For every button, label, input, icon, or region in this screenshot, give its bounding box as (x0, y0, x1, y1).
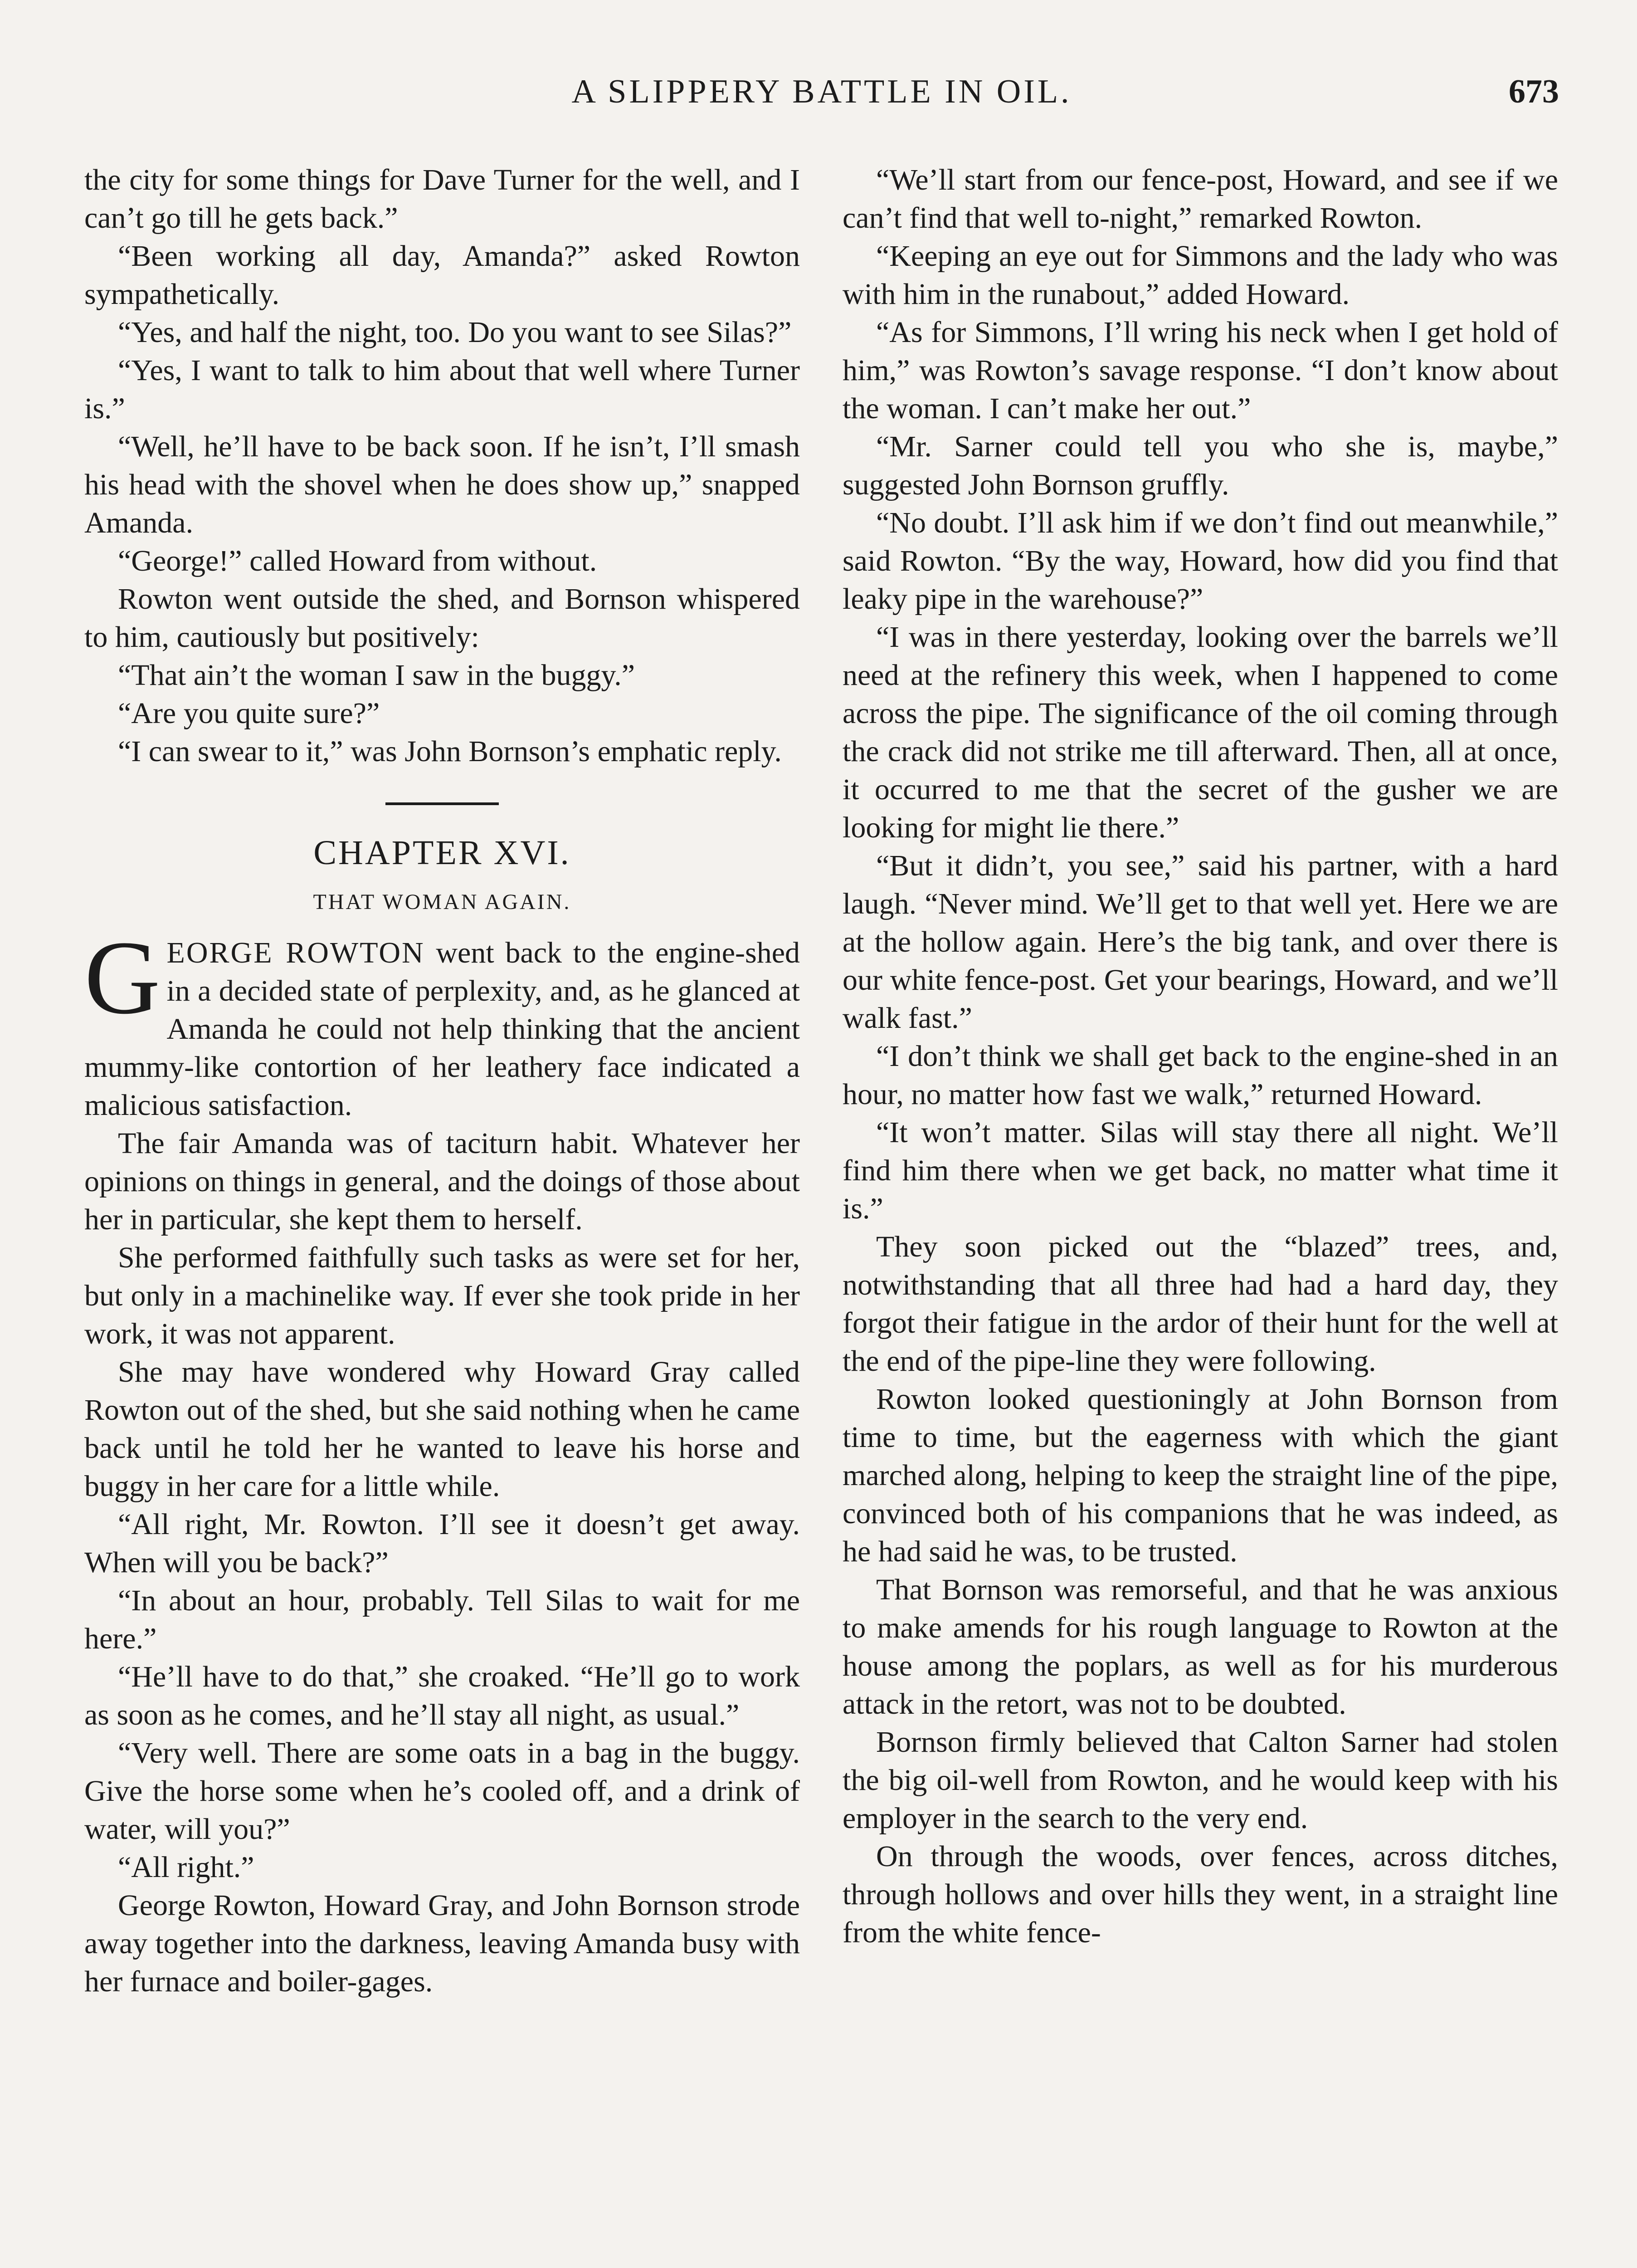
paragraph: “I can swear to it,” was John Bornson’s emphatic reply. (118, 735, 782, 768)
paragraph: the city for some things for Dave Turner for the well, and I can’t go till he gets back.” (84, 163, 800, 235)
paragraph: The fair Amanda was of taciturn habit. Whatever her opinions on things in general, and the doings of those about her in particular, she kept them to herself. (84, 1127, 800, 1236)
lead-words: EORGE ROWTON (166, 936, 425, 969)
page-number: 673 (1509, 73, 1559, 110)
paragraph: “Well, he’ll have to be back soon. If he isn’t, I’ll smash his head with the shovel when he does show up,” snapped Amanda. (84, 430, 800, 539)
paragraph: “Been working all day, Amanda?” asked Rowton sympathetically. (84, 240, 800, 311)
opening-text: went back to the engine-shed in a decided state of perplexity, and, as he glanced at Amanda he could not help thinking that the ancient mummy-like contortion of her leathery face indicated a malicious satisfaction. (84, 936, 800, 1122)
right-column (843, 161, 1558, 1952)
paragraph: “He’ll have to do that,” she croaked. “He’ll go to work as soon as he comes, and he’ll stay all night, as usual.” (84, 1660, 800, 1731)
paragraph: They soon picked out the “blazed” trees, and, notwithstanding that all three had had a hard day, they forgot their fatigue in the ardor of their hunt for the well at the end of the pipe-line they were following. (843, 1230, 1558, 1378)
chapter-opening-paragraph (84, 919, 800, 1124)
paragraph: “All right.” (118, 1851, 254, 1884)
paragraph: That Bornson was remorseful, and that he was anxious to make amends for his rough language to Rowton at the house among the poplars, as well as for his murderous attack in the retort, was not to be doubted. (843, 1573, 1558, 1721)
paragraph: “No doubt. I’ll ask him if we don’t find out meanwhile,” said Rowton. “By the way, Howard, how did you find that leaky pipe in the warehouse?” (843, 506, 1558, 616)
paragraph: On through the woods, over fences, across ditches, through hollows and over hills they went, in a straight line from the white fence- (843, 1840, 1558, 1949)
paragraph: She performed faithfully such tasks as were set for her, but only in a machinelike way. If ever she took pride in her work, it was not apparent. (84, 1241, 800, 1350)
paragraph: “But it didn’t, you see,” said his partner, with a hard laugh. “Never mind. We’ll get to that well yet. Here we are at the hollow again. Here’s the big tank, and over there is our white fence-post. Get your bearings, Howard, and we’ll walk fast.” (843, 849, 1558, 1035)
paragraph: “I was in there yesterday, looking over the barrels we’ll need at the refinery this week, when I happened to come across the pipe. The significance of the oil coming through the crack did not strike me till afterward. Then, all at once, it occurred to me that the secret of the gusher we are looking for might lie there.” (843, 621, 1558, 844)
paragraph: “That ain’t the woman I saw in the buggy.” (118, 659, 635, 692)
paragraph: “Mr. Sarner could tell you who she is, maybe,” suggested John Bornson gruffly. (843, 430, 1558, 501)
paragraph: George Rowton, Howard Gray, and John Bornson strode away together into the darkness, leaving Amanda busy with her furnace and boiler-gages. (84, 1889, 800, 1998)
paragraph: “We’ll start from our fence-post, Howard, and see if we can’t find that well to-night,” remarked Rowton. (843, 163, 1558, 235)
chapter-heading: CHAPTER XVI. (313, 834, 571, 872)
paragraph: “George!” called Howard from without. (118, 544, 597, 577)
paragraph: Rowton went outside the shed, and Bornson whispered to him, cautiously but positively: (84, 582, 800, 654)
chapter-subtitle: THAT WOMAN AGAIN. (313, 890, 571, 914)
paragraph: “Yes, I want to talk to him about that well where Turner is.” (84, 354, 800, 425)
running-title: A SLIPPERY BATTLE IN OIL. (571, 73, 1072, 110)
paragraph: “Yes, and half the night, too. Do you want to see Silas?” (118, 316, 792, 349)
paragraph: “Keeping an eye out for Simmons and the lady who was with him in the runabout,” added Howard. (843, 240, 1558, 311)
paragraph: “As for Simmons, I’ll wring his neck when I get hold of him,” was Rowton’s savage response. “I don’t know about the woman. I can’t make her out.” (843, 316, 1558, 425)
left-column (84, 161, 800, 2001)
paragraph: “All right, Mr. Rowton. I’ll see it doesn’t get away. When will you be back?” (84, 1508, 800, 1579)
paragraph: “In about an hour, probably. Tell Silas to wait for me here.” (84, 1584, 800, 1655)
paragraph: Rowton looked questioningly at John Bornson from time to time, but the eagerness with which the giant marched along, helping to keep the straight line of the pipe, convinced both of his companions that he was indeed, as he had said he was, to be trusted. (843, 1383, 1558, 1568)
page-header (84, 68, 1559, 122)
paragraph: “I don’t think we shall get back to the engine-shed in an hour, no matter how fast we walk,” returned Howard. (843, 1040, 1558, 1111)
drop-cap-letter: G (84, 919, 161, 1036)
paragraph: “Are you quite sure?” (118, 697, 380, 730)
section-divider (385, 802, 499, 805)
paragraph: “Very well. There are some oats in a bag in the buggy. Give the horse some when he’s cooled off, and a drink of water, will you?” (84, 1736, 800, 1846)
paragraph: “It won’t matter. Silas will stay there all night. We’ll find him there when we get back, no matter what time it is.” (843, 1116, 1558, 1225)
paragraph: She may have wondered why Howard Gray called Rowton out of the shed, but she said nothing when he came back until he told her he wanted to leave his horse and buggy in her care for a little while. (84, 1355, 800, 1503)
paragraph: Bornson firmly believed that Calton Sarner had stolen the big oil-well from Rowton, and he would keep with his employer in the search to the very end. (843, 1725, 1558, 1835)
